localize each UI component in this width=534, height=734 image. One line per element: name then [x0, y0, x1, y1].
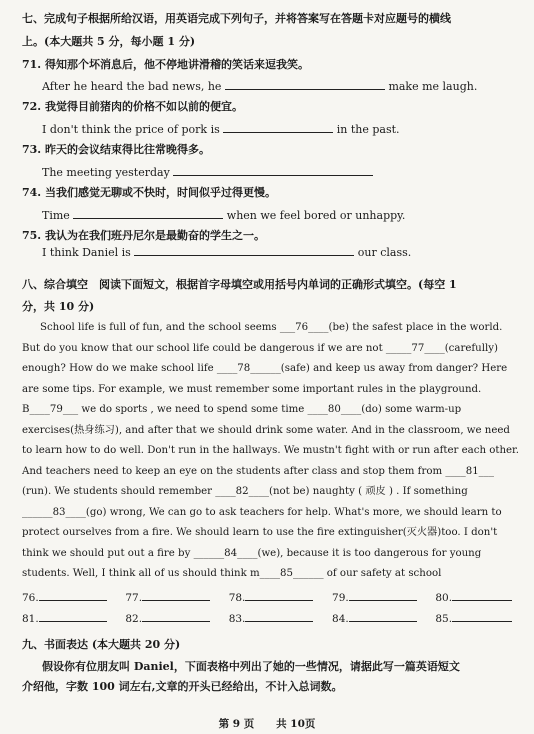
sentence-start: After he heard the bad news, he: [42, 80, 222, 93]
answer-row-81-85: [22, 611, 525, 625]
answer-row-76-80: [22, 590, 525, 604]
answer-number: 77.: [125, 592, 143, 604]
passage-line: think we should put out a fire by ______84____(we), because it is too dangerous for young: [22, 547, 482, 559]
answer-number: 78.: [228, 592, 246, 604]
question-prompt-zh: 我认为在我们班丹尼尔是最勤奋的学生之一。: [44, 229, 265, 242]
answer-number: 79.: [332, 592, 349, 604]
section7-heading-line1: 七、完成句子根据所给汉语，用英语完成下列句子，并将答案写在答题卡对应题号的横线: [22, 12, 451, 25]
passage-line: But do you know that our school life could be dangerous if we are not _____77____(carefully): [22, 342, 498, 354]
section7-heading-line2: 上。(本大题共 5 分，每小题 1 分): [22, 35, 196, 48]
answer-number: 82.: [125, 613, 143, 625]
answer-79[interactable]: [332, 590, 432, 604]
answer-blank[interactable]: [245, 611, 313, 622]
question-prompt-zh: 当我们感觉无聊或不快时，时间似乎过得更慢。: [44, 186, 276, 199]
answer-number: 83.: [228, 613, 246, 625]
answer-blank-74[interactable]: [73, 208, 223, 219]
answer-76[interactable]: [22, 590, 122, 604]
question-number: 75.: [22, 229, 42, 242]
answer-82[interactable]: [125, 611, 225, 625]
question-prompt-zh: 昨天的会议结束得比往常晚得多。: [44, 143, 210, 156]
answer-number: 85.: [435, 613, 453, 625]
passage-line: And teachers need to keep an eye on the students after class and stop them from ____81___: [22, 465, 494, 477]
sentence-end: when we feel bored or unhappy.: [226, 209, 406, 222]
question-75-chinese: [22, 229, 265, 243]
sentence-start: I don't think the price of pork is: [42, 123, 220, 136]
passage-line: B____79___ we do sports , we need to spend some time ____80____(do) some warm-up: [22, 404, 462, 415]
passage-line: ______83____(go) wrong, We can go to ask teachers for help. What's more, we should learn to: [22, 506, 502, 518]
sentence-end: make me laugh.: [388, 80, 478, 93]
answer-blank[interactable]: [349, 611, 417, 622]
answer-blank[interactable]: [245, 590, 313, 601]
answer-number: 76.: [22, 592, 39, 604]
passage-line: exercises(热身练习), and after that we should drink some water. And in the classroom, we need: [22, 424, 510, 436]
passage-line: (run). We students should remember ____82____(not be) naughty ( 顽皮 ) . If something: [22, 486, 468, 497]
section9-body-line1: 假设你有位朋友叫 Daniel，下面表格中列出了她的一些情况，请据此写一篇英语短文: [42, 660, 460, 673]
question-prompt-zh: 我觉得目前猪肉的价格不如以前的便宜。: [44, 100, 243, 113]
page-footer: [0, 716, 534, 731]
answer-blank-75[interactable]: [134, 245, 354, 256]
question-number: 73.: [22, 143, 42, 156]
answer-blank[interactable]: [142, 590, 210, 601]
question-73-english: [42, 165, 373, 180]
passage-line: to learn how to do well. Don't run in the hallways. We mustn't fight with or run after each other.: [22, 445, 520, 456]
question-73-chinese: [22, 143, 210, 157]
section9-body-line2: 介绍他，字数 100 词左右,文章的开头已经给出，不计入总词数。: [22, 680, 343, 693]
question-71-chinese: [22, 58, 309, 72]
answer-85[interactable]: [435, 611, 525, 625]
question-72-english: [42, 122, 400, 137]
question-prompt-zh: 得知那个坏消息后，他不停地讲滑稽的笑话来逗我笑。: [44, 58, 309, 71]
question-75-english: [42, 245, 411, 260]
question-number: 71.: [22, 58, 42, 71]
answer-blank[interactable]: [452, 590, 512, 601]
passage-line: are some tips. For example, we must remember some important rules in the playground.: [22, 383, 482, 395]
answer-83[interactable]: [229, 611, 329, 625]
answer-84[interactable]: [332, 611, 432, 625]
answer-blank-71[interactable]: [225, 79, 385, 90]
answer-blank[interactable]: [39, 590, 107, 601]
answer-blank-73[interactable]: [173, 165, 373, 176]
passage-line: protect ourselves from a fire. We should learn to use the fire extinguisher(灭火器)too. I don't: [22, 527, 498, 538]
answer-blank[interactable]: [452, 611, 512, 622]
answer-81[interactable]: [22, 611, 122, 625]
answer-number: 81.: [22, 613, 39, 625]
answer-number: 84.: [332, 613, 349, 625]
answer-80[interactable]: [435, 590, 525, 604]
question-71-english: [42, 79, 477, 94]
answer-number: 80.: [435, 592, 453, 604]
passage-line: School life is full of fun, and the school seems ___76____(be) the safest place in the world.: [40, 322, 503, 333]
answer-blank[interactable]: [142, 611, 210, 622]
passage-line: enough? How do we make school life ____78______(safe) and keep us away from danger? Here: [22, 363, 508, 374]
passage-line: students. Well, I think all of us should think m____85______ of our safety at school: [22, 568, 442, 579]
sentence-start: Time: [42, 209, 70, 222]
answer-77[interactable]: [125, 590, 225, 604]
answer-blank[interactable]: [39, 611, 107, 622]
page-number: 第 9 页: [218, 718, 255, 730]
cloze-passage: [22, 318, 520, 585]
section8-heading-line1: 八、综合填空 阅读下面短文，根据首字母填空或用括号内单词的正确形式填空。(每空 1: [22, 278, 457, 291]
sentence-start: The meeting yesterday: [42, 166, 170, 179]
answer-blank[interactable]: [349, 590, 417, 601]
section8-heading-line2: 分，共 10 分): [22, 300, 95, 313]
sentence-start: I think Daniel is: [42, 246, 131, 259]
section9-heading: 九、书面表达 (本大题共 20 分): [22, 638, 181, 651]
sentence-end: our class.: [357, 246, 412, 259]
question-74-english: [42, 208, 405, 223]
sentence-end: in the past.: [336, 123, 400, 136]
question-74-chinese: [22, 186, 276, 200]
answer-blank-72[interactable]: [223, 122, 333, 133]
answer-78[interactable]: [229, 590, 329, 604]
page-total: 共 10页: [276, 718, 316, 730]
question-number: 74.: [22, 186, 42, 199]
question-number: 72.: [22, 100, 42, 113]
question-72-chinese: [22, 100, 243, 114]
